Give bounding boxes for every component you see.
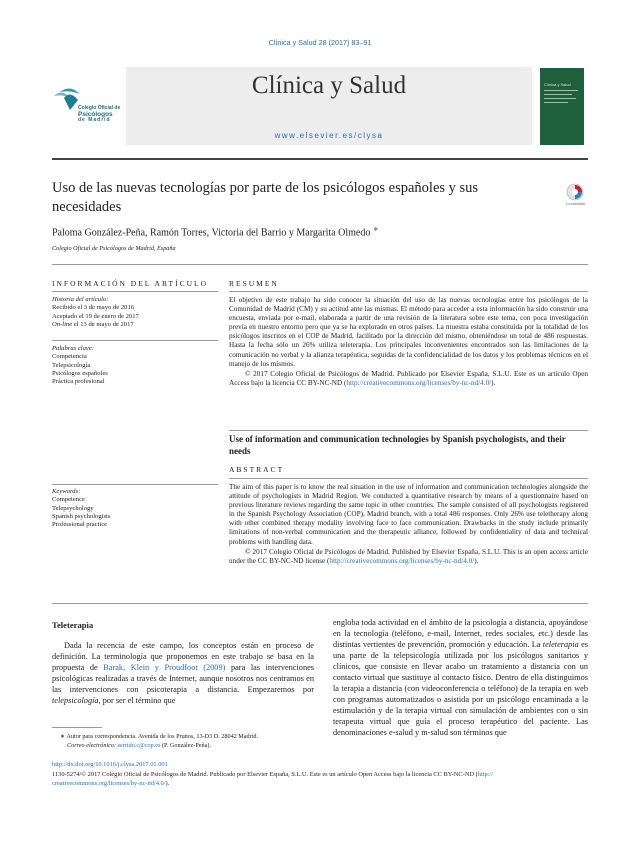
keyword-es: Telepsicología <box>52 361 91 369</box>
footnote-rule <box>52 727 102 728</box>
keywords-en-rule <box>52 484 218 485</box>
article-title: Uso de las nuevas tecnologías por parte de los psicólogos españoles y sus necesidades <box>52 180 479 215</box>
footnote <box>60 733 322 750</box>
keyword-es: Psicólogos españoles <box>52 369 108 377</box>
abstract-paragraph: The aim of this paper is to know the real situation in the use of information and communication technologies alongside the attitude of psychologists in Madrid Region. We conducted a quantitative research by means of a questionnaire based on previous literature reviews regarding the same topic in other countries. The sample consisted of all psychologists registered in the Spanish Psychology Association (COP), Madrid branch, with a total 486 responses. Only 26% use teletherapy along with other combined therapy modality involving face to face communication. Drawbacks in the study include primarily limitations of non-verbal communication and the therapeutic alliance, followed by confidentiality of data and technical problems with handling data. <box>229 483 588 546</box>
keyword-es: Competencia <box>52 353 87 361</box>
issn-end: ). <box>165 780 170 787</box>
history-rule <box>52 340 218 341</box>
body-left-text-2: para las intervenciones psicológicas realizadas a través de Internet, aunque nosotros nos centramos en las intervenciones con psicoterapia a distancia. Empezaremos por <box>52 663 315 694</box>
footnote-email-label: Correo electrónico: <box>67 741 117 749</box>
journal-reference: Clínica y Salud 28 (2017) 83–91 <box>268 38 372 47</box>
body-left-term: telepsicología <box>52 696 99 705</box>
abstract-copyright <box>229 548 588 566</box>
resumen-license-link[interactable]: http://creativecommons.org/licenses/by-nc-nd/4.0/ <box>346 378 492 387</box>
abstract-copyright-end: ). <box>474 556 479 565</box>
abstract-license-link[interactable]: http://creativecommons.org/licenses/by-nc-nd/4.0/ <box>329 556 475 565</box>
citation-link[interactable]: Barak, Klein y Proudfoot (2009) <box>103 663 226 672</box>
keywords-english <box>52 488 218 529</box>
history-online-date: el 13 de mayo de 2017 <box>73 320 134 328</box>
corresponding-author-marker[interactable]: ∗ <box>372 225 379 233</box>
resumen-paragraph: El objetivo de este trabajo ha sido conocer la situación del uso de las nuevas tecnologías entre los psicólogos de la Comunidad de Madrid (CM) y su actitud ante las mismas. El método para acceder a esta información ha sido construir una encuesta, enviada por e-mail, elaborada a partir de una revisión de la literatura sobre este tema, con poca investigación previa en nuestro entorno pero que ya se ha explorado en otros países. La muestra estaba constituida por la totalidad de los psicólogos inscritos en el COP de Madrid, facilitado por la dirección del mismo, obteniéndose un total de 486 respuestas. Hasta la fecha sólo un 26% utiliza teleterapia. Los principales inconvenientes encontrados son las limitaciones de la comunicación no verbal y la alianza terapéutica, seguidas de la confidencialidad de los datos y los problemas técnicos en el manejo de los mismos. <box>229 296 588 368</box>
body-right-column <box>333 617 588 738</box>
header-rule <box>52 158 588 160</box>
body-right-paragraph <box>333 617 588 738</box>
body-left-paragraph <box>52 640 314 706</box>
keyword-en: Spanish psychologists <box>52 512 111 520</box>
resumen-copyright <box>229 370 588 388</box>
article-history <box>52 296 218 329</box>
article-authors: Paloma González-Peña, Ramón Torres, Victoria del Barrio y Margarita Olmedo <box>52 227 371 239</box>
body-right-term: teleterapia <box>542 640 579 649</box>
journal-cover-thumbnail <box>540 68 584 145</box>
keyword-en: Telepsychology <box>52 504 94 512</box>
crossmark-icon <box>566 183 584 201</box>
issn-line <box>52 770 597 788</box>
body-right-text-1: engloba toda actividad en el ámbito de la psicología a distancia, apoyándose en la tecnología (teléfono, e-mail, Internet, redes sociales, etc.) desde las distintas vertientes de prevención, promoción y educación. La <box>333 618 588 649</box>
journal-url[interactable]: www.elsevier.es/clysa <box>274 131 384 140</box>
issn-link-part-1[interactable]: http:// <box>477 771 494 778</box>
english-section-rule <box>229 430 588 431</box>
cop-madrid-logo <box>52 86 122 136</box>
resumen-copyright-end: ). <box>491 378 496 387</box>
footnote-line-2 <box>60 742 322 751</box>
history-online-prefix: On-line <box>52 320 73 328</box>
history-received: Recibido el 3 de mayo de 2016 <box>52 304 135 312</box>
history-online <box>52 321 218 329</box>
logo-line-1: Colegio Oficial <box>78 105 114 111</box>
keyword-en: Competence <box>52 496 85 504</box>
abstract-text <box>229 483 588 566</box>
keywords-spanish <box>52 345 218 386</box>
body-left-text-3: , por ser el término que <box>98 696 176 705</box>
keywords-en-label: Keywords: <box>52 488 81 495</box>
doi-link[interactable]: http://dx.doi.org/10.1016/j.clysa.2017.01.001 <box>52 761 168 768</box>
resumen-text <box>229 296 588 388</box>
english-title: Use of information and communication technologies by Spanish psychologists, and their needs <box>229 434 566 456</box>
history-accepted: Aceptado el 19 de enero de 2017 <box>52 312 139 320</box>
footnote-address: Autor para correspondencia. Avenida de los Prunos, 13-D3 D. 28042 Madrid. <box>66 733 259 740</box>
logo-line-3: Psicólogos <box>78 110 113 118</box>
abstract-rule <box>229 478 588 479</box>
logo-line-4: de Madrid <box>78 117 111 123</box>
keyword-en: Professional practice <box>52 521 108 529</box>
article-info-rule <box>52 291 218 292</box>
history-label: Historia del artículo: <box>52 296 109 303</box>
resumen-copyright-text: © 2017 Colegio Oficial de Psicólogos de Madrid. Publicado por Elsevier España, S.L.U. Este es un artículo Open Access bajo la licencia CC BY-NC-ND ( <box>229 369 588 387</box>
resumen-heading: RESUMEN <box>229 279 279 288</box>
resumen-rule <box>229 291 588 292</box>
footnote-marker: ∗ <box>60 733 66 740</box>
cover-title: Clínica y Salud <box>544 82 571 87</box>
journal-title: Clínica y Salud <box>251 72 407 99</box>
affiliation-rule <box>52 264 588 265</box>
abstract-heading: ABSTRACT <box>229 465 285 474</box>
logo-line-2: de <box>114 105 121 111</box>
footnote-line-1 <box>60 733 322 742</box>
keyword-es: Práctica profesional <box>52 378 105 386</box>
footnote-email-rest: (P. González-Peña). <box>162 741 211 749</box>
section-heading: Teleterapia <box>52 620 94 630</box>
abstract-copyright-text: © 2017 Colegio Oficial de Psicólogos de Madrid. Published by Elsevier España, S.L.U. This is an open access article under the CC BY-NC-ND license ( <box>229 547 588 565</box>
article-authors-line <box>52 225 379 238</box>
body-left-text-1: Dada la recencia de este campo, los conceptos están en proceso de definición. La terminología que proponemos en este trabajo se basa en la propuesta de <box>52 641 314 672</box>
article-info-heading: INFORMACIÓN DEL ARTÍCULO <box>52 279 209 288</box>
body-top-rule <box>52 603 588 604</box>
body-left-column <box>52 640 314 706</box>
crossmark-badge[interactable] <box>556 183 596 207</box>
keywords-es-label: Palabras clave: <box>52 345 94 352</box>
body-right-text-2: es una parte de la telepsicología utilizada por los psicólogos sanitarios y clínicos, que consiste en llevar acabo un tratamiento a distancia con un contacto virtual que sustituye al contacto físico. Dentro de ella distinguimos la terapia a distancia (con videoconferencia o teléfono) de la terapia en web con programas automatizados o asistida por un psicólogo encaminada a la estimulación y de la terapia virtual con simulación de ambientes con o sin terapeuta virtual que guía el proceso terapéutico del paciente. Las denominaciones e-salud y m-salud son términos que <box>333 640 588 737</box>
author-affiliation: Colegio Oficial de Psicólogos de Madrid, España <box>52 245 176 252</box>
crossmark-label: CrossMark <box>566 201 586 206</box>
footnote-email-link[interactable]: serrido.c@cop.es <box>117 741 161 749</box>
issn-text: 1130-5274/© 2017 Colegio Oficial de Psicólogos de Madrid. Publicado por Elsevier España, S.L.U. Este es un artículo Open Access bajo la licencia CC BY-NC-ND ( <box>52 771 478 778</box>
issn-link-part-2[interactable]: creativecommons.org/licenses/by-nc-nd/4.0/ <box>52 780 166 787</box>
